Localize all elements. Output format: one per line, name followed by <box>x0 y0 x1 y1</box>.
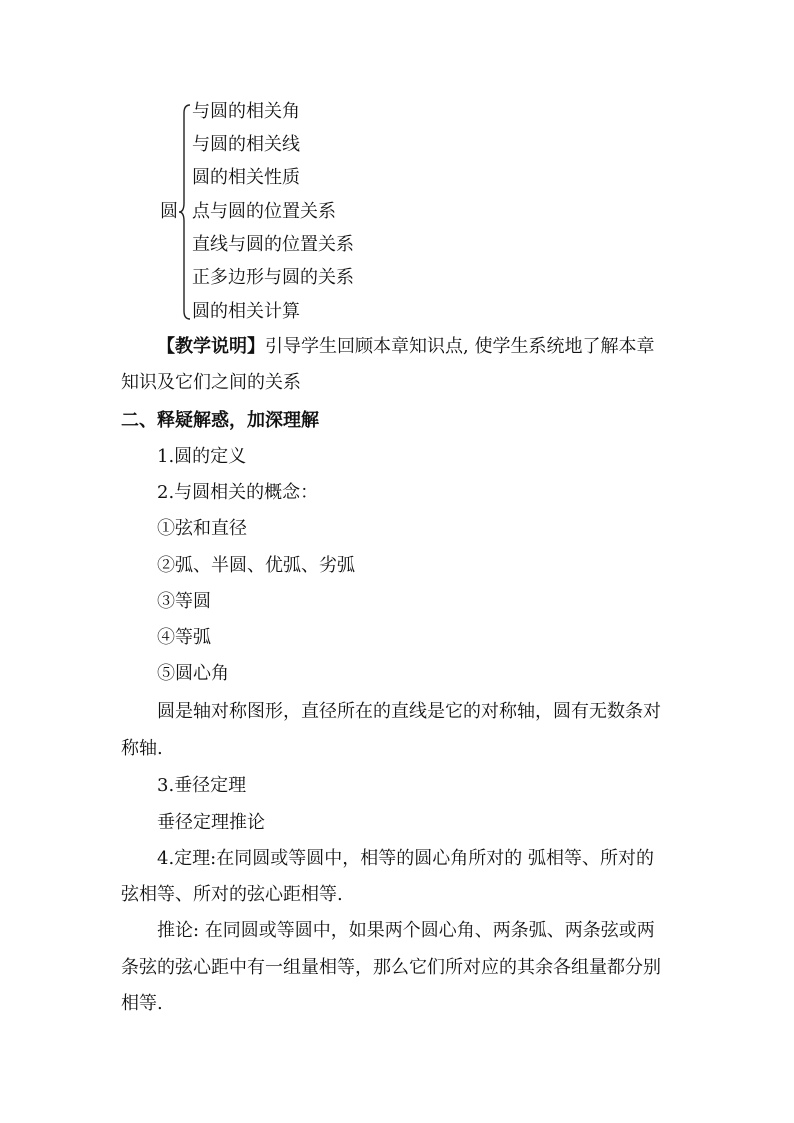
teaching-note-line-1 <box>157 334 654 360</box>
symmetry-paragraph-line-2: 称轴. <box>121 738 163 759</box>
concept-item: ①弦和直径 <box>157 518 247 539</box>
tree-item: 与圆的相关线 <box>192 134 300 155</box>
corollary-paragraph-line-3: 相等. <box>121 993 163 1014</box>
section-heading: 二、释疑解惑，加深理解 <box>121 410 319 431</box>
tree-root-label: 圆 <box>160 201 178 222</box>
tree-item: 圆的相关计算 <box>192 301 300 322</box>
list-item: 3.垂径定理 <box>157 775 247 796</box>
teaching-note-label: 【教学说明】 <box>157 336 265 357</box>
concept-item: ②弧、半圆、优弧、劣弧 <box>157 555 355 576</box>
tree-item: 直线与圆的位置关系 <box>192 234 354 255</box>
tree-item: 圆的相关性质 <box>192 167 300 188</box>
corollary-paragraph-line-1: 推论: 在同圆或等圆中，如果两个圆心角、两条弧、两条弦或两 <box>157 920 655 941</box>
theorem-paragraph-line-2: 弦相等、所对的弦心距相等. <box>121 884 343 905</box>
list-item: 2.与圆相关的概念： <box>157 482 319 503</box>
tree-item: 与圆的相关角 <box>192 101 300 122</box>
teaching-note-line-2: 知识及它们之间的关系 <box>121 372 301 393</box>
tree-item: 正多边形与圆的关系 <box>192 267 354 288</box>
corollary-paragraph-line-2: 条弦的弦心距中有一组量相等，那么它们所对应的其余各组量都分别 <box>121 957 661 978</box>
concept-item: ⑤圆心角 <box>157 663 229 684</box>
symmetry-paragraph-line-1: 圆是轴对称图形，直径所在的直线是它的对称轴，圆有无数条对 <box>157 701 661 722</box>
teaching-note-text: 引导学生回顾本章知识点, 使学生系统地了解本章 <box>265 336 655 357</box>
concept-item: ④等弧 <box>157 627 211 648</box>
left-brace-icon <box>178 103 192 321</box>
list-item: 1.圆的定义 <box>157 446 247 467</box>
theorem-paragraph-line-1: 4.定理:在同圆或等圆中，相等的圆心角所对的 弧相等、所对的 <box>157 848 654 869</box>
list-item: 垂径定理推论 <box>157 812 265 833</box>
concept-item: ③等圆 <box>157 591 211 612</box>
tree-item: 点与圆的位置关系 <box>192 201 336 222</box>
